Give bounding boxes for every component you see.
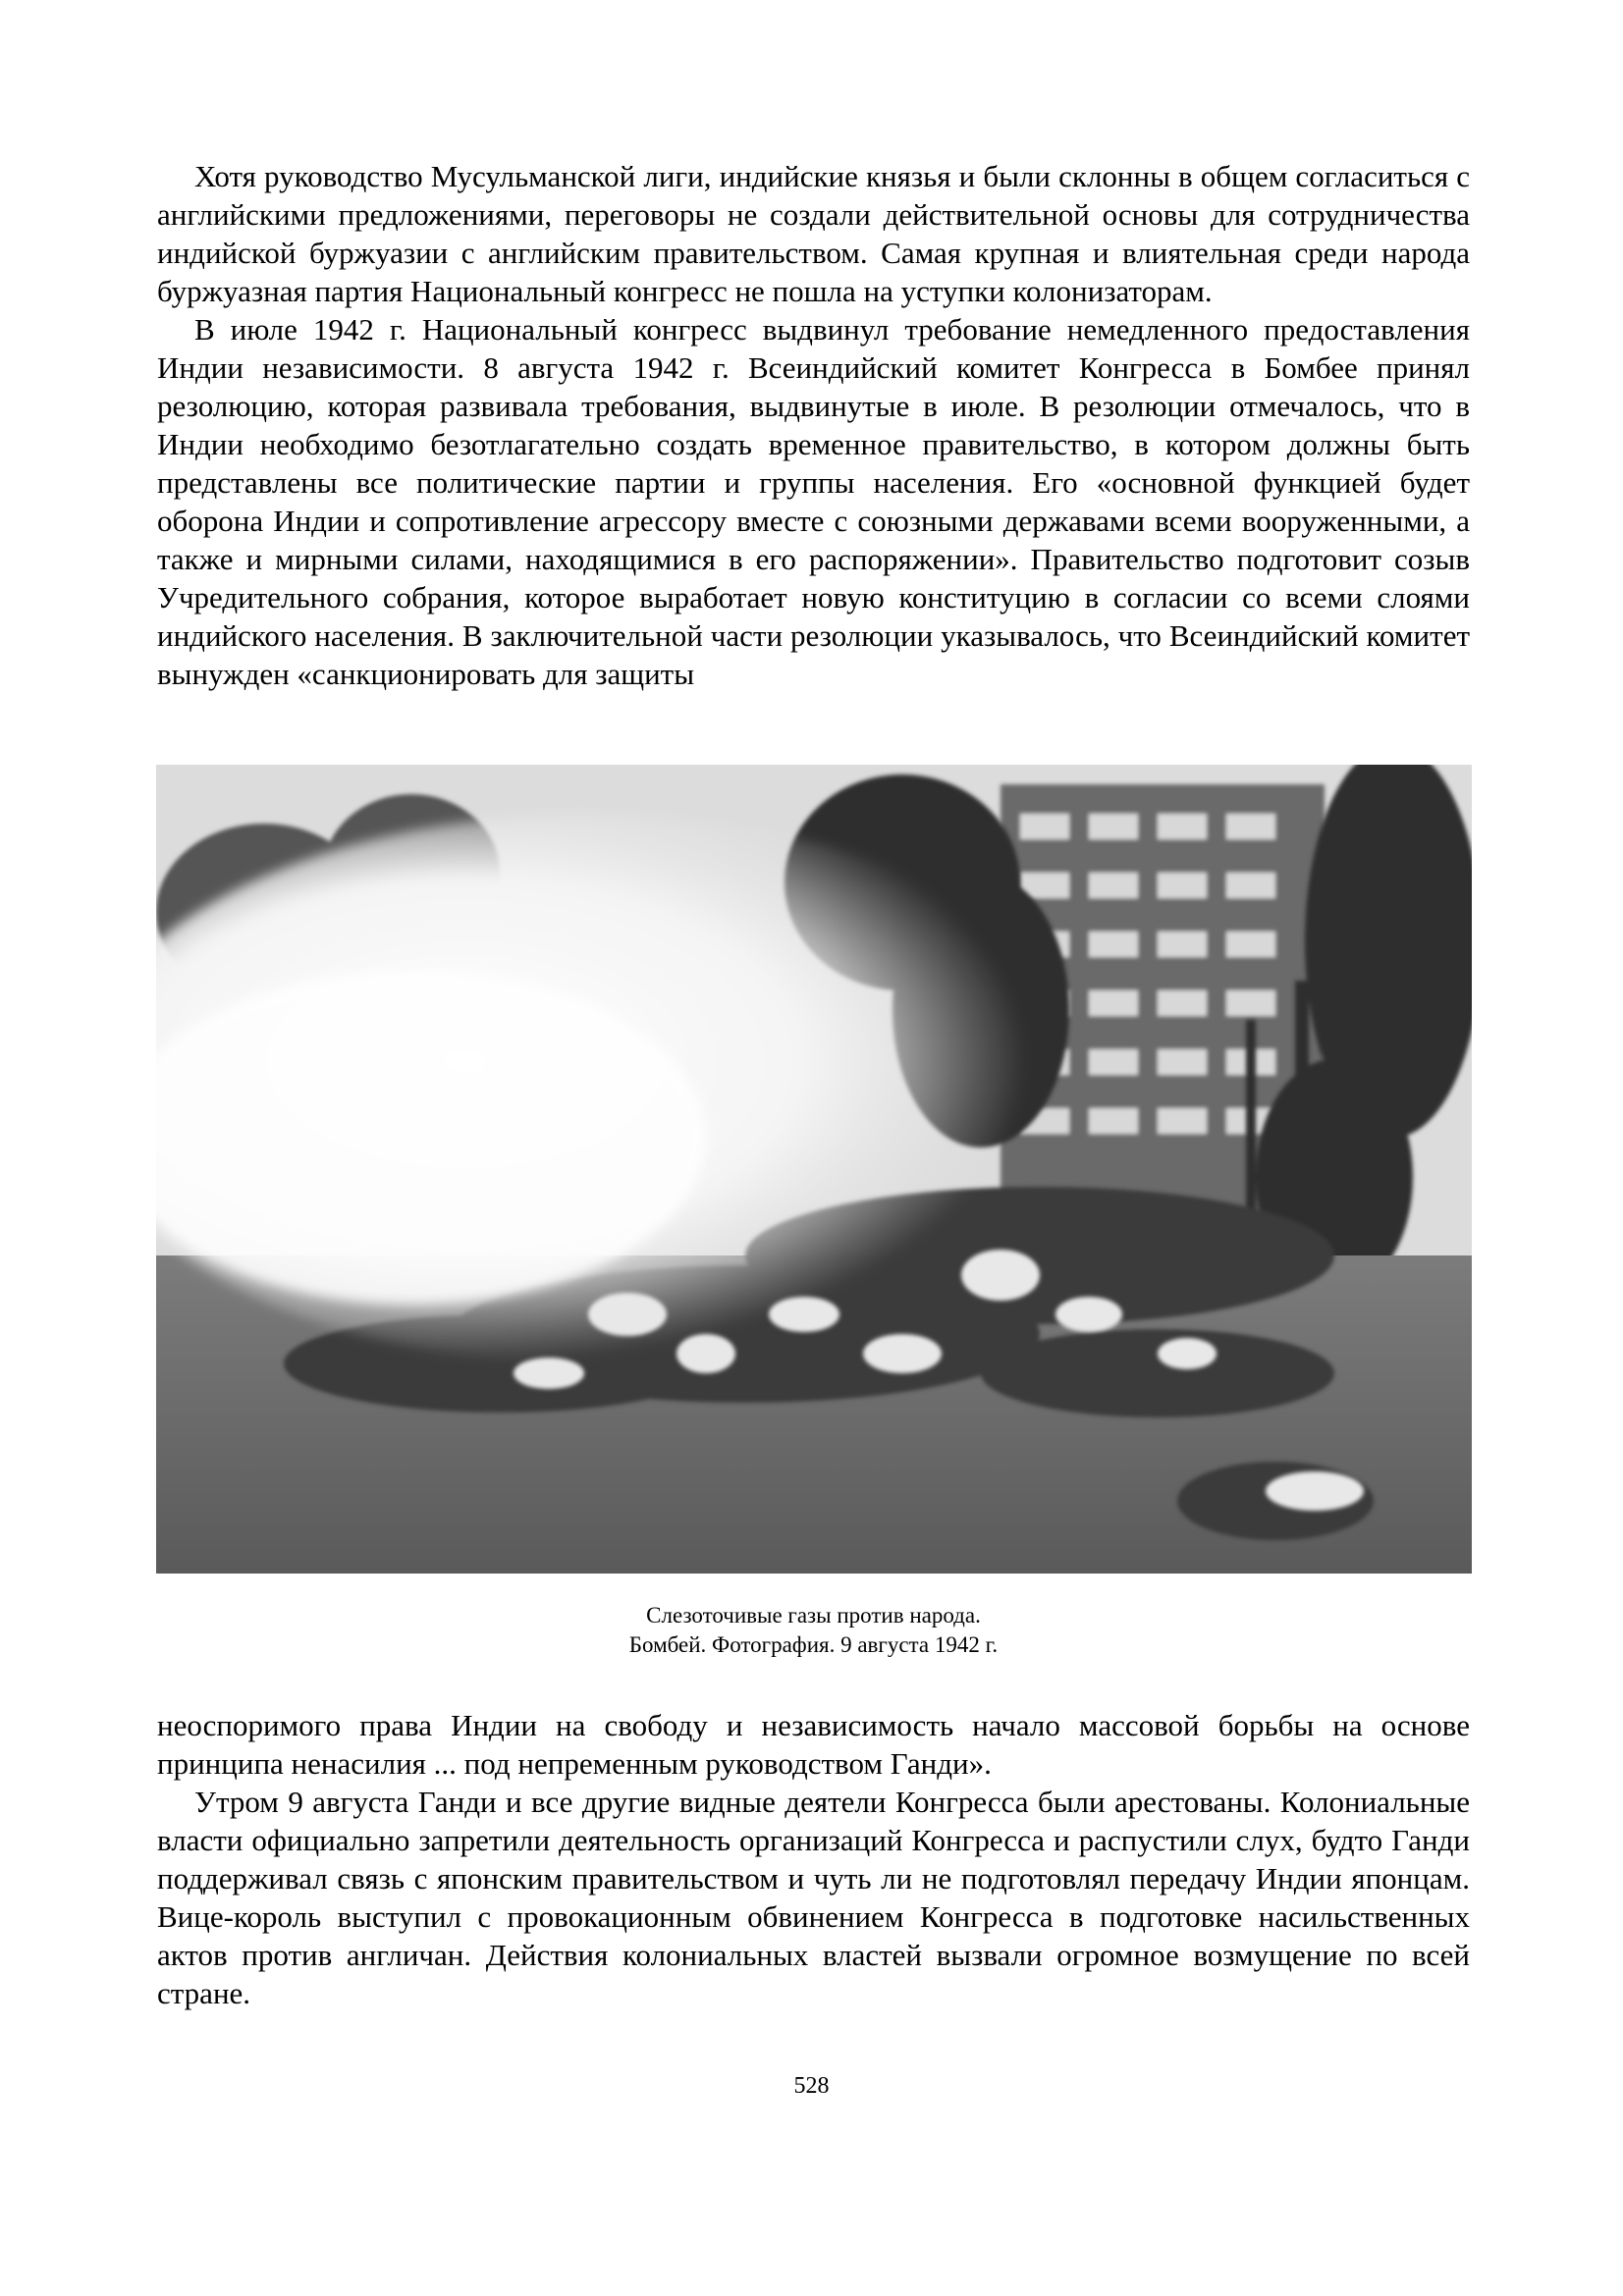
body-text-bottom bbox=[157, 1706, 1470, 2012]
caption-line-2: Бомбей. Фотография. 9 августа 1942 г. bbox=[628, 1632, 999, 1657]
paragraph: В июле 1942 г. Национальный конгресс выдвинул требование немедленного предоставления Индии независимости. 8 августа 1942 г. Всеиндийский комитет Конгресса в Бомбее принял резолюцию, которая развивала требования, выдвинутые в июле. В резолюции отмечалось, что в Индии необходимо безотлагательно создать временное правительство, в котором должны быть представлены все политические партии и группы населения. Его «основной функцией будет оборона Индии и сопротивление агрессору вместе с союзными державами всеми вооруженными, а также и мирными силами, находящимися в его распоряжении». Правительство подготовит созыв Учредительного собрания, которое выработает новую конституцию в согласии со всеми слоями индийского населения. В заключительной части резолюции указывалось, что Всеиндийский комитет вынужден «санкционировать для защиты bbox=[157, 312, 1470, 691]
paragraph: Утром 9 августа Ганди и все другие видные деятели Конгресса были арестованы. Колониальные власти официально запретили деятельность организаций Конгресса и распустили слух, будто Ганди поддерживал связь с японским правительством и чуть ли не подготовлял передачу Индии японцам. Вице-король выступил с провокационным обвинением Конгресса в подготовке насильственных актов против англичан. Действия колониальных властей вызвали огромное возмущение по всей стране. bbox=[157, 1785, 1470, 2010]
page-number: 528 bbox=[793, 2073, 830, 2099]
historical-photograph bbox=[156, 765, 1472, 1574]
body-text-top bbox=[157, 157, 1470, 693]
caption-line-1: Слезоточивые газы против народа. bbox=[646, 1603, 981, 1628]
photo-caption bbox=[157, 1601, 1470, 1660]
paragraph: неоспоримого права Индии на свободу и независимость начало массовой борьбы на основе принципа ненасилия ... под непременным руководством Ганди». bbox=[157, 1708, 1470, 1781]
paragraph: Хотя руководство Мусульманской лиги, индийские князья и были склонны в общем согласиться с английскими предложениями, переговоры не создали действительной основы для сотрудничества индийской буржуазии с английским правительством. Самая крупная и влиятельная среди народа буржуазная партия Национальный конгресс не пошла на уступки колонизаторам. bbox=[157, 159, 1470, 308]
